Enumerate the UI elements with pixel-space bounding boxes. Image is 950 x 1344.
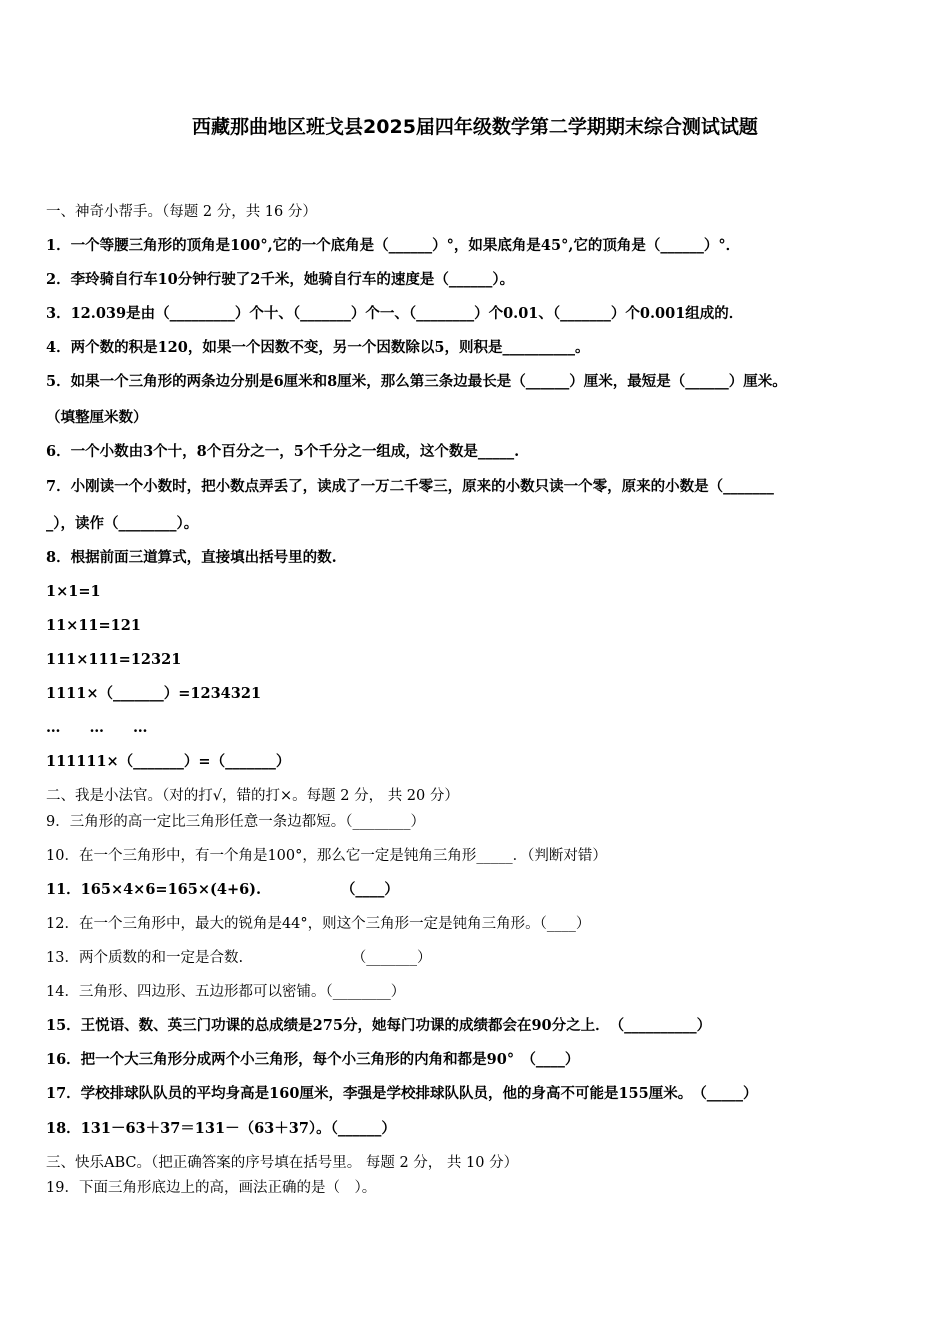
question-3: 3．12.039是由（_________）个十、（_______）个一、（________）个0.01、（_______）个0.001组成的． [46,305,744,322]
question-5-note: （填整厘米数） [46,409,148,426]
ellipsis-row: … … … [46,719,148,736]
question-12: 12．在一个三角形中，最大的锐角是44°，则这个三角形一定是钝角三角形。（____） [46,916,591,932]
equation-2: 11×11=121 [46,617,141,634]
question-4: 4．两个数的积是120，如果一个因数不变，另一个因数除以5，则积是__________。 [46,339,590,356]
question-16: 16．把一个大三角形分成两个小三角形，每个小三角形的内角和都是90° （____） [46,1051,580,1068]
question-9: 9．三角形的高一定比三角形任意一条边都短。（________） [46,814,425,830]
equation-3: 111×111=12321 [46,651,182,668]
question-11: 11．165×4×6=165×(4+6). （____） [46,881,399,898]
question-5: 5．如果一个三角形的两条边分别是6厘米和8厘米，那么第三条边最长是（______）厘米，最短是（______）厘米。 [46,373,787,390]
question-13: 13．两个质数的和一定是合数. （_______） [46,950,432,966]
section-3-heading: 三、快乐ABC。（把正确答案的序号填在括号里。 每题 2 分， 共 10 分） [46,1155,519,1171]
equation-5: 111111×（_______）=（_______） [46,753,291,770]
question-19: 19．下面三角形底边上的高，画法正确的是（ ）。 [46,1180,377,1196]
section-2-heading: 二、我是小法官。（对的打√，错的打×。每题 2 分， 共 20 分） [46,788,459,804]
question-10: 10．在一个三角形中，有一个角是100°，那么它一定是钝角三角形_____．（判断对错） [46,848,607,864]
section-1-heading: 一、神奇小帮手。（每题 2 分，共 16 分） [46,204,317,220]
question-15: 15．王悦语、数、英三门功课的总成绩是275分，她每门功课的成绩都会在90分之上． （__________） [46,1017,712,1034]
question-7-cont: _），读作（________）。 [46,515,199,532]
question-17: 17．学校排球队队员的平均身高是160厘米，李强是学校排球队队员，他的身高不可能是155厘米。 （_____） [46,1085,758,1102]
question-2: 2．李玲骑自行车10分钟行驶了2千米，她骑自行车的速度是（______）。 [46,271,515,288]
question-18: 18．131－63＋37＝131－（63＋37）。（______） [46,1120,396,1137]
page-title: 西藏那曲地区班戈县2025届四年级数学第二学期期末综合测试试题 [192,116,758,138]
equation-1: 1×1=1 [46,583,101,600]
equation-4: 1111×（_______）=1234321 [46,685,262,702]
question-14: 14．三角形、四边形、五边形都可以密铺。（________） [46,984,406,1000]
question-1: 1．一个等腰三角形的顶角是100°,它的一个底角是（______）°，如果底角是45°,它的顶角是（______）°． [46,237,741,254]
question-8: 8．根据前面三道算式，直接填出括号里的数. [46,549,337,566]
question-7: 7．小刚读一个小数时，把小数点弄丢了，读成了一万二千零三，原来的小数只读一个零，原来的小数是（_______ [46,478,774,495]
question-6: 6．一个小数由3个十，8个百分之一，5个千分之一组成，这个数是_____. [46,443,520,460]
